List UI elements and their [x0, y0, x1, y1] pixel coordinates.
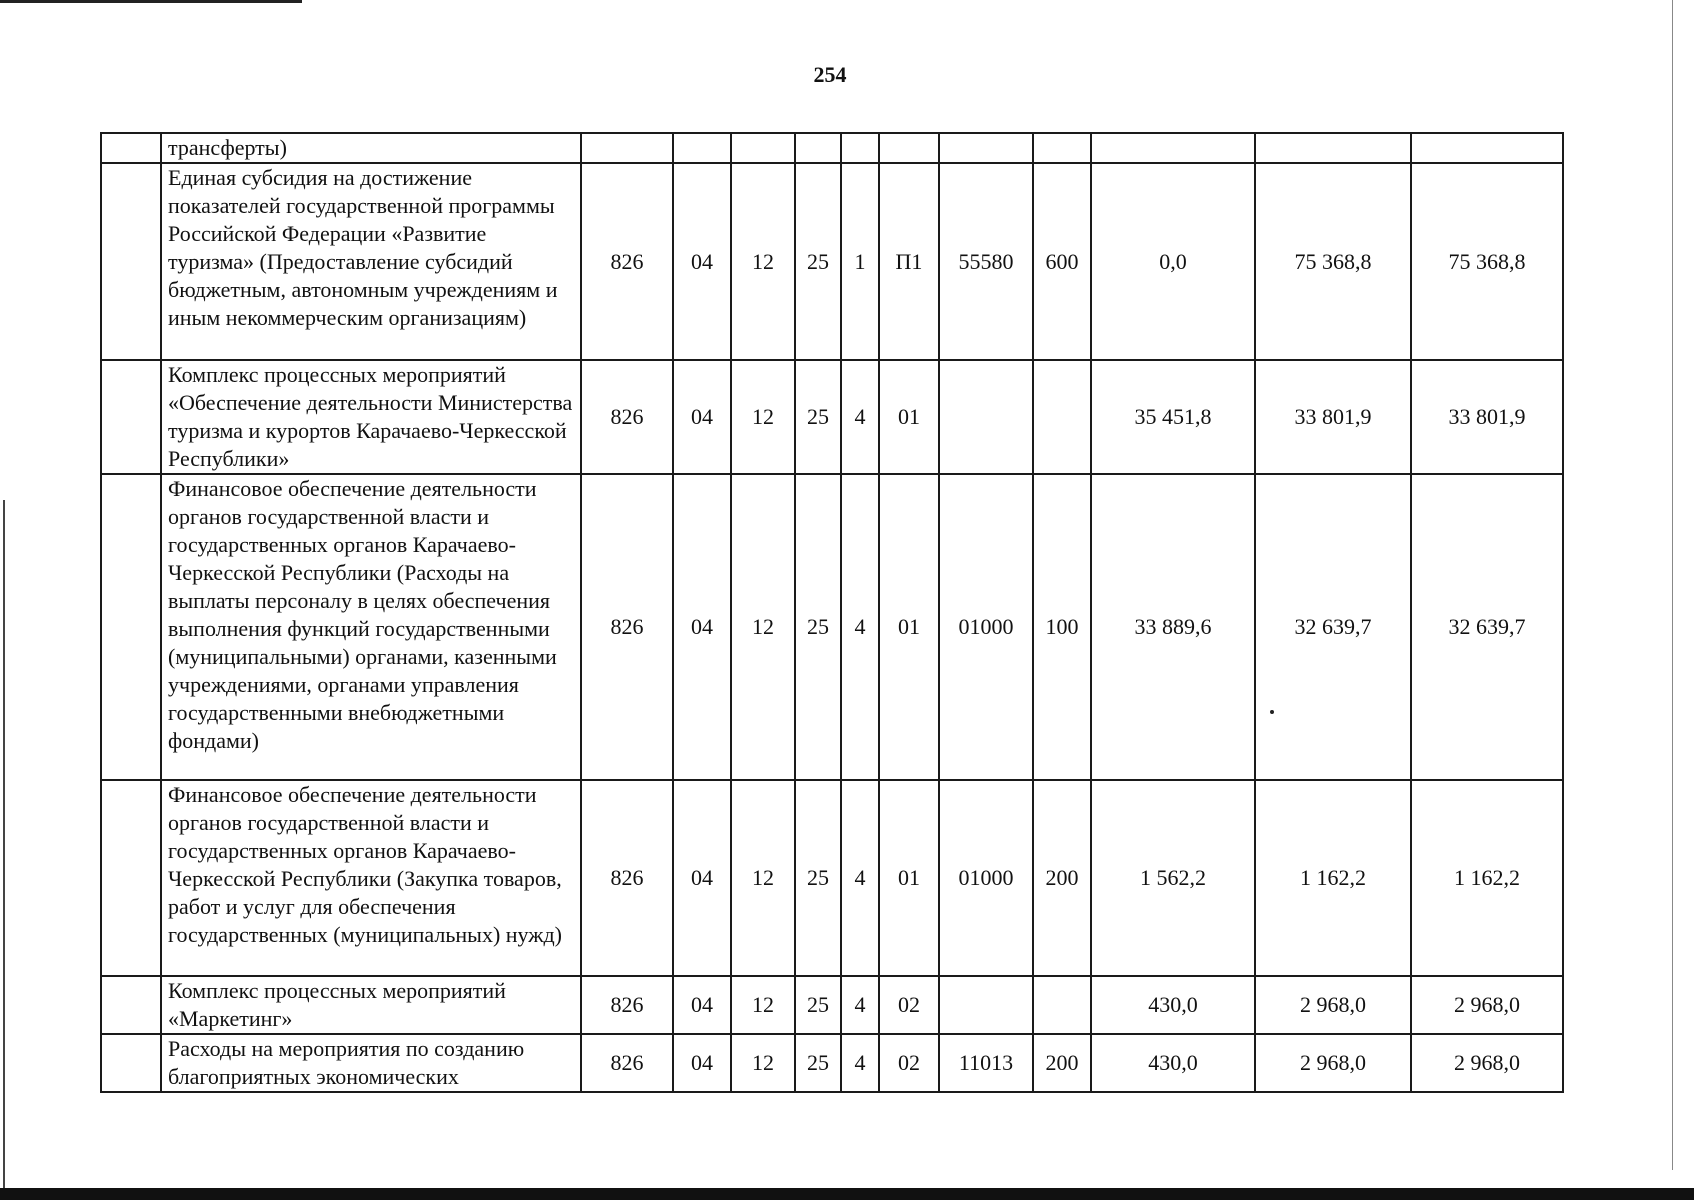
code-cell [939, 133, 1033, 163]
code-cell: 25 [795, 163, 841, 360]
code-cell [939, 360, 1033, 474]
amount-cell: 0,0 [1091, 163, 1255, 360]
amount-cell: 32 639,7 [1411, 474, 1563, 780]
code-cell: 01000 [939, 780, 1033, 976]
code-cell: 600 [1033, 163, 1091, 360]
amount-cell: 1 562,2 [1091, 780, 1255, 976]
amount-cell: 430,0 [1091, 1034, 1255, 1092]
code-cell: 25 [795, 780, 841, 976]
amount-cell: 75 368,8 [1255, 163, 1411, 360]
description-cell: Финансовое обеспечение деятельности органов государственной власти и государственных органов Карачаево-Черкесской Республики (Расходы на выплаты персоналу в целях обеспечения выполнения функций государственными (муниципальными) органами, казенными учреждениями, органами управления государственными внебюджетными фондами) [161, 474, 581, 780]
amount-cell [1255, 133, 1411, 163]
code-cell: 25 [795, 360, 841, 474]
code-cell: 02 [879, 976, 939, 1034]
code-cell: 01000 [939, 474, 1033, 780]
table-row [101, 1034, 1563, 1092]
amount-cell: 33 801,9 [1411, 360, 1563, 474]
code-cell: 55580 [939, 163, 1033, 360]
code-cell: П1 [879, 163, 939, 360]
code-cell: 01 [879, 474, 939, 780]
code-cell: 04 [673, 474, 731, 780]
row-index-cell [101, 780, 161, 976]
code-cell: 826 [581, 1034, 673, 1092]
table-row [101, 474, 1563, 780]
description-cell: Комплекс процессных мероприятий «Обеспечение деятельности Министерства туризма и курортов Карачаево-Черкесской Республики» [161, 360, 581, 474]
code-cell [1033, 133, 1091, 163]
scan-bottom-edge [0, 1188, 1694, 1200]
description-cell: трансферты) [161, 133, 581, 163]
amount-cell: 75 368,8 [1411, 163, 1563, 360]
code-cell: 04 [673, 163, 731, 360]
code-cell: 200 [1033, 780, 1091, 976]
code-cell: 1 [841, 163, 879, 360]
budget-table [100, 132, 1564, 1093]
code-cell: 11013 [939, 1034, 1033, 1092]
code-cell: 25 [795, 1034, 841, 1092]
code-cell: 12 [731, 360, 795, 474]
page-number: 254 [813, 62, 847, 87]
row-index-cell [101, 1034, 161, 1092]
code-cell: 826 [581, 474, 673, 780]
amount-cell: 2 968,0 [1411, 1034, 1563, 1092]
code-cell: 25 [795, 976, 841, 1034]
code-cell: 200 [1033, 1034, 1091, 1092]
scan-left-edge [3, 500, 5, 1200]
code-cell: 4 [841, 976, 879, 1034]
row-index-cell [101, 163, 161, 360]
code-cell: 4 [841, 360, 879, 474]
code-cell [581, 133, 673, 163]
code-cell [673, 133, 731, 163]
description-cell: Расходы на мероприятия по созданию благоприятных экономических [161, 1034, 581, 1092]
code-cell: 12 [731, 1034, 795, 1092]
amount-cell: 1 162,2 [1411, 780, 1563, 976]
table-row [101, 976, 1563, 1034]
code-cell: 12 [731, 976, 795, 1034]
code-cell: 25 [795, 474, 841, 780]
table-row [101, 360, 1563, 474]
code-cell [731, 133, 795, 163]
amount-cell: 32 639,7 [1255, 474, 1411, 780]
amount-cell: 430,0 [1091, 976, 1255, 1034]
code-cell: 01 [879, 360, 939, 474]
code-cell: 826 [581, 360, 673, 474]
scan-right-edge [1672, 0, 1673, 1170]
code-cell: 04 [673, 360, 731, 474]
code-cell: 12 [731, 163, 795, 360]
code-cell: 4 [841, 780, 879, 976]
code-cell: 826 [581, 780, 673, 976]
amount-cell: 33 889,6 [1091, 474, 1255, 780]
amount-cell: 33 801,9 [1255, 360, 1411, 474]
amount-cell: 1 162,2 [1255, 780, 1411, 976]
code-cell [939, 976, 1033, 1034]
amount-cell: 2 968,0 [1411, 976, 1563, 1034]
code-cell [795, 133, 841, 163]
row-index-cell [101, 976, 161, 1034]
code-cell: 01 [879, 780, 939, 976]
scan-top-line [0, 0, 302, 3]
code-cell [879, 133, 939, 163]
amount-cell [1091, 133, 1255, 163]
scan-speck [1270, 710, 1274, 714]
description-cell: Финансовое обеспечение деятельности органов государственной власти и государственных органов Карачаево-Черкесской Республики (Закупка товаров, работ и услуг для обеспечения государственных (муниципальных) нужд) [161, 780, 581, 976]
code-cell: 100 [1033, 474, 1091, 780]
code-cell: 04 [673, 976, 731, 1034]
row-index-cell [101, 474, 161, 780]
code-cell: 826 [581, 163, 673, 360]
code-cell [1033, 360, 1091, 474]
code-cell [841, 133, 879, 163]
code-cell: 826 [581, 976, 673, 1034]
table-row [101, 780, 1563, 976]
code-cell: 12 [731, 474, 795, 780]
code-cell: 04 [673, 780, 731, 976]
table-row [101, 163, 1563, 360]
table-row [101, 133, 1563, 163]
amount-cell: 2 968,0 [1255, 976, 1411, 1034]
amount-cell: 2 968,0 [1255, 1034, 1411, 1092]
code-cell: 02 [879, 1034, 939, 1092]
code-cell: 04 [673, 1034, 731, 1092]
description-cell: Единая субсидия на достижение показателей государственной программы Российской Федерации «Развитие туризма» (Предоставление субсидий бюджетным, автономным учреждениям и иным некоммерческим организациям) [161, 163, 581, 360]
code-cell: 4 [841, 474, 879, 780]
code-cell: 4 [841, 1034, 879, 1092]
description-cell: Комплекс процессных мероприятий «Маркетинг» [161, 976, 581, 1034]
amount-cell [1411, 133, 1563, 163]
row-index-cell [101, 133, 161, 163]
code-cell: 12 [731, 780, 795, 976]
amount-cell: 35 451,8 [1091, 360, 1255, 474]
row-index-cell [101, 360, 161, 474]
code-cell [1033, 976, 1091, 1034]
